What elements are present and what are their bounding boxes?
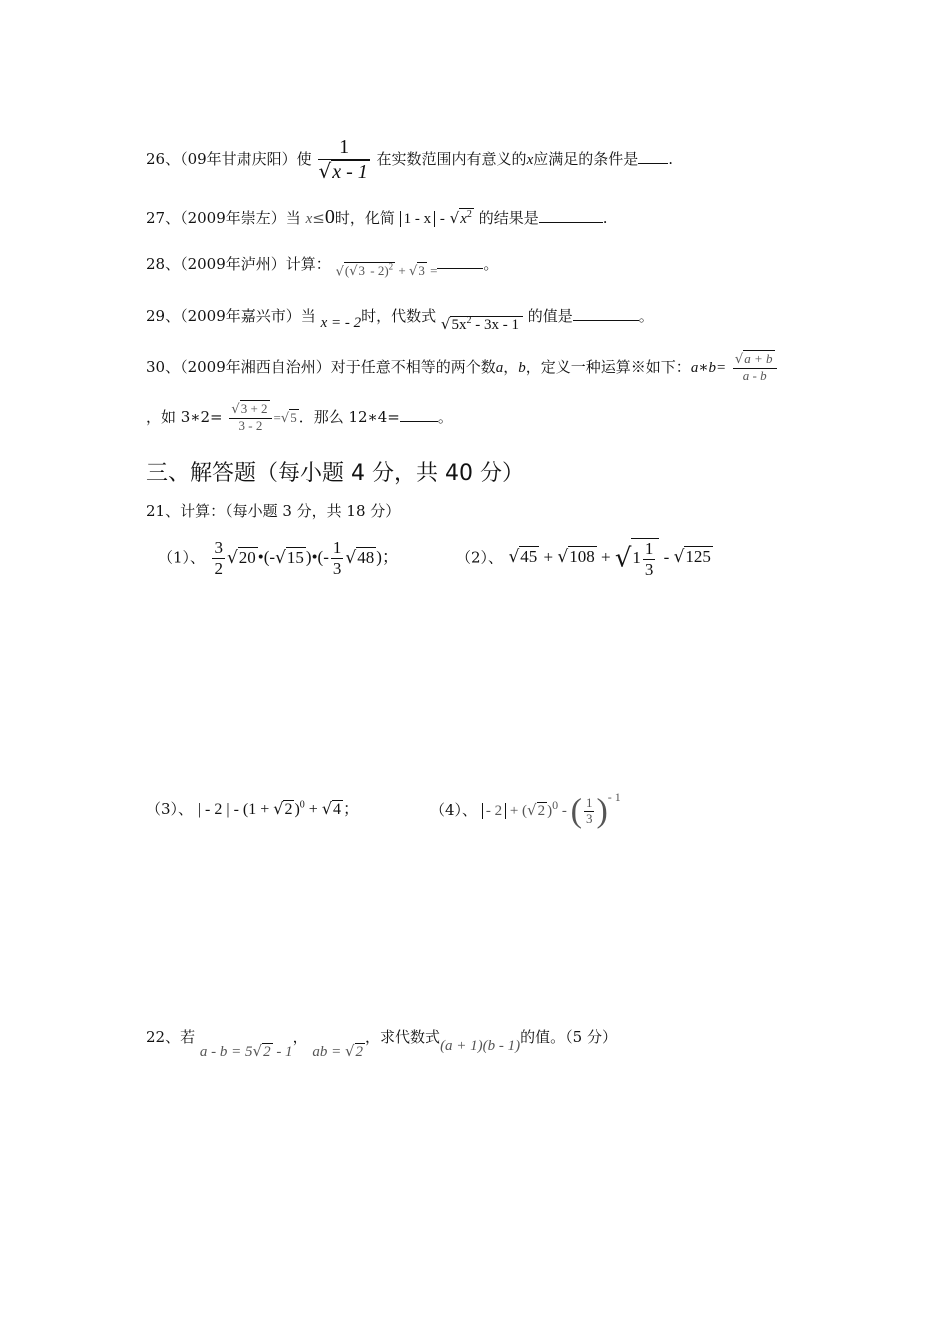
answer-blank[interactable] [437,253,483,269]
question-21-part-1: （1）、 $\frac{3}{2}$ √20 •(-√15 )•(- $\frac{1}{3}$ √48 )； [158,538,399,578]
answer-blank[interactable] [638,148,668,164]
question-source: （2009年泸州）计算： [180,255,331,273]
question-source: （2009年崇左）当 [180,209,301,227]
question-number: 29、 [146,307,181,325]
question-21-title: 21、计算：（每小题 3 分，共 18 分） [146,502,401,520]
sqrt-expression: $√x^2$ [449,209,472,227]
abs-expression: - 2 [482,803,506,819]
fraction: $\frac{1}{√x - 1}$ [318,136,368,183]
question-30-example: ，如 3∗2= $\frac{√3 + 2}{3 - 2}$ =√5 ．那么 12∗4= 。 [146,401,453,433]
question-number: 27、 [146,209,181,227]
sqrt-expression: √x - 1 [318,159,368,183]
fraction: $\frac{1}{3}$ [585,795,593,827]
abs-expression: 1 - x [400,211,436,227]
question-text: 在实数范围内有意义的 [376,150,527,168]
question-number: 26、 [146,150,181,168]
answer-blank[interactable] [400,406,438,422]
fraction: $\frac{1}{3}$ [332,538,342,578]
question-number: 30、 [146,357,181,376]
question-source: （2009年湘西自治州）对于任意不相等的两个数 [180,357,496,376]
fraction: $\frac{√a + b}{a - b}$ [733,352,777,384]
question-number: 22、若 [146,1028,196,1046]
fraction: $\frac{√3 + 2}{3 - 2}$ [229,402,271,434]
question-source: （2009年嘉兴市）当 [180,307,316,325]
question-source: （09年甘肃庆阳）使 [180,150,312,168]
answer-blank[interactable] [539,207,603,223]
question-30: 30、（2009年湘西自治州）对于任意不相等的两个数a，b，定义一种运算※如下：a∗b= $\frac{√a + b}{a - b}$ [146,352,779,384]
question-26: 26、（09年甘肃庆阳）使 $\frac{1}{√x - 1}$ 在实数范围内有意义的x应满足的条件是 . [146,136,674,183]
answer-blank[interactable] [573,305,639,321]
question-28: 28、（2009年泸州）计算： √(√3 - 2)$^2$ + √3 = 。 [146,255,499,279]
fraction: $\frac{3}{2}$ [214,538,223,578]
section-heading: 三、解答题（每小题 4 分，共 40 分） [146,461,524,486]
sqrt-expression: √(√3 - 2)$^2$ [335,261,394,279]
question-number: 28、 [146,255,181,273]
question-21-part-4: （4）、 - 2 + (√2 )$^0$ - ( $\frac{1}{3}$ )$^{- 1}$ [430,790,621,830]
question-21-part-3: （3）、 | - 2 | - (1 + √2 )$^0$ + √4 ； [146,799,360,818]
question-27: 27、（2009年崇左）当 x≤0时，化简 1 - x - $√x^2$ 的结果是 . [146,206,608,228]
question-29: 29、（2009年嘉兴市）当 x = - 2时，代数式 $√5x^2 - 3x - 1$ 的值是 。 [146,307,654,333]
question-21-part-2: （2）、 √45 + √108 + √1 $\frac{1}{3}$ - √125 [456,539,711,579]
sqrt-expression: $√5x^2 - 3x - 1$ [441,315,523,334]
question-22: 22、若 a - b = 5√2 - 1， ab = √2，求代数式(a + 1)(b - 1)的值。（5 分） [146,1028,617,1060]
